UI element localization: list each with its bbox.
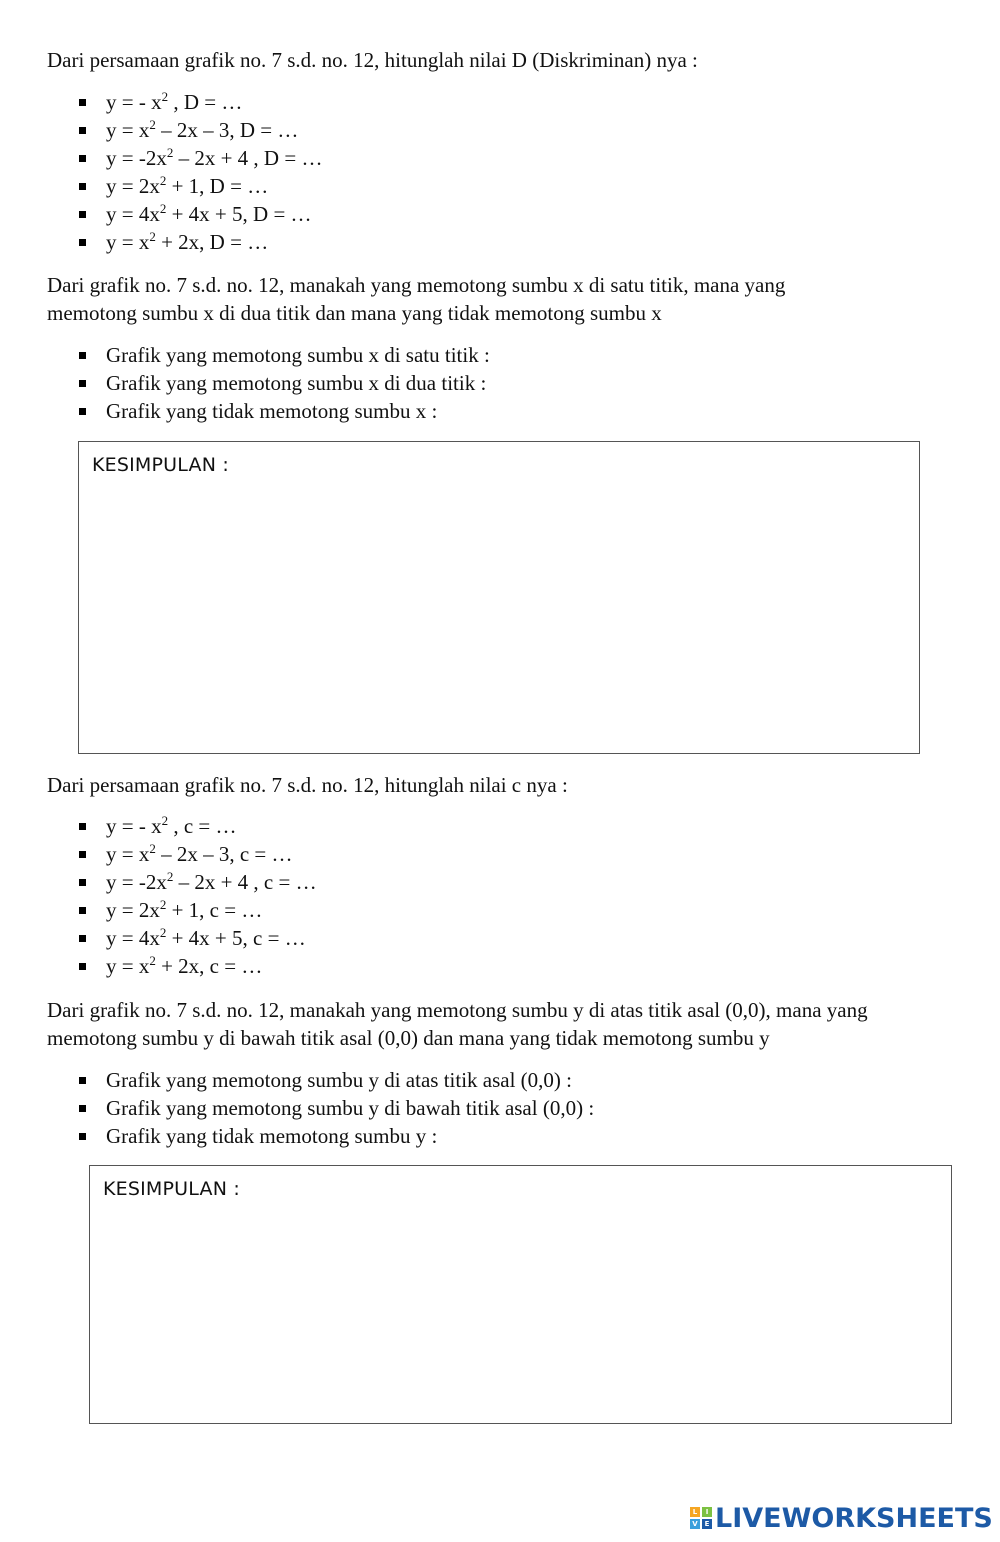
list-item: Grafik yang memotong sumbu y di bawah titik asal (0,0) :	[0, 1094, 594, 1122]
list-item: $y = 4x^2 + 4x + 5$, c = …	[0, 924, 317, 952]
logo-mark-cell: V	[690, 1519, 700, 1529]
list-item: $y = x^2 + 2x$, D = …	[0, 228, 322, 256]
logo-mark-icon	[690, 1507, 712, 1529]
list-item: y = - $x^2$ , c = …	[0, 812, 317, 840]
bullet-icon	[79, 183, 86, 190]
bullet-icon	[79, 408, 86, 415]
y-axis-list	[0, 1066, 594, 1150]
bullet-icon	[79, 239, 86, 246]
c-value-list	[0, 812, 317, 980]
list-item: $y = -2x^2 - 2x + 4$ , c = …	[0, 868, 317, 896]
logo-mark-cell: L	[690, 1507, 700, 1517]
section1-intro: Dari persamaan grafik no. 7 s.d. no. 12, hitunglah nilai D (Diskriminan) nya :	[47, 48, 698, 72]
conclusion-box-1[interactable]	[78, 441, 920, 754]
bullet-icon	[79, 851, 86, 858]
list-item: $y = x^2 - 2x - 3$, c = …	[0, 840, 317, 868]
bullet-icon	[79, 879, 86, 886]
list-item: $y = x^2 - 2x - 3$, D = …	[0, 116, 322, 144]
section4-question	[47, 996, 868, 1052]
list-item: Grafik yang memotong sumbu x di dua titik :	[0, 369, 490, 397]
list-item: $y = 4x^2 + 4x + 5$, D = …	[0, 200, 322, 228]
bullet-icon	[79, 352, 86, 359]
bullet-icon	[79, 935, 86, 942]
list-item: y = - $x^2$ , D = …	[0, 88, 322, 116]
liveworksheets-logo[interactable]	[690, 1500, 993, 1536]
bullet-icon	[79, 907, 86, 914]
bullet-icon	[79, 823, 86, 830]
section4-line1: Dari grafik no. 7 s.d. no. 12, manakah yang memotong sumbu y di atas titik asal (0,0), mana yang	[47, 998, 868, 1022]
section2-line2: memotong sumbu x di dua titik dan mana yang tidak memotong sumbu x	[47, 301, 662, 325]
x-axis-list	[0, 341, 490, 425]
section4-line2: memotong sumbu y di bawah titik asal (0,0) dan mana yang tidak memotong sumbu y	[47, 1026, 770, 1050]
list-item: Grafik yang memotong sumbu x di satu titik :	[0, 341, 490, 369]
conclusion-box-2[interactable]	[89, 1165, 952, 1424]
list-item: Grafik yang tidak memotong sumbu y :	[0, 1122, 594, 1150]
logo-mark-cell: I	[702, 1507, 712, 1517]
logo-mark-cell: E	[702, 1519, 712, 1529]
list-item: $y = 2x^2 + 1$, c = …	[0, 896, 317, 924]
section2-line1: Dari grafik no. 7 s.d. no. 12, manakah yang memotong sumbu x di satu titik, mana yang	[47, 273, 786, 297]
bullet-icon	[79, 1133, 86, 1140]
conclusion-title: KESIMPULAN :	[92, 454, 229, 476]
bullet-icon	[79, 99, 86, 106]
bullet-icon	[79, 211, 86, 218]
bullet-icon	[79, 380, 86, 387]
list-item: $y = -2x^2 - 2x + 4$ , D = …	[0, 144, 322, 172]
list-item: Grafik yang tidak memotong sumbu x :	[0, 397, 490, 425]
list-item: $y = 2x^2 + 1$, D = …	[0, 172, 322, 200]
list-item: Grafik yang memotong sumbu y di atas titik asal (0,0) :	[0, 1066, 594, 1094]
conclusion-title: KESIMPULAN :	[103, 1178, 240, 1200]
bullet-icon	[79, 155, 86, 162]
section2-question	[47, 271, 785, 327]
bullet-icon	[79, 1105, 86, 1112]
section3-intro: Dari persamaan grafik no. 7 s.d. no. 12, hitunglah nilai c nya :	[47, 773, 568, 797]
list-item: $y = x^2 + 2x$, c = …	[0, 952, 317, 980]
discriminant-list	[0, 88, 322, 256]
logo-text: LIVEWORKSHEETS	[715, 1502, 993, 1534]
bullet-icon	[79, 127, 86, 134]
bullet-icon	[79, 1077, 86, 1084]
bullet-icon	[79, 963, 86, 970]
